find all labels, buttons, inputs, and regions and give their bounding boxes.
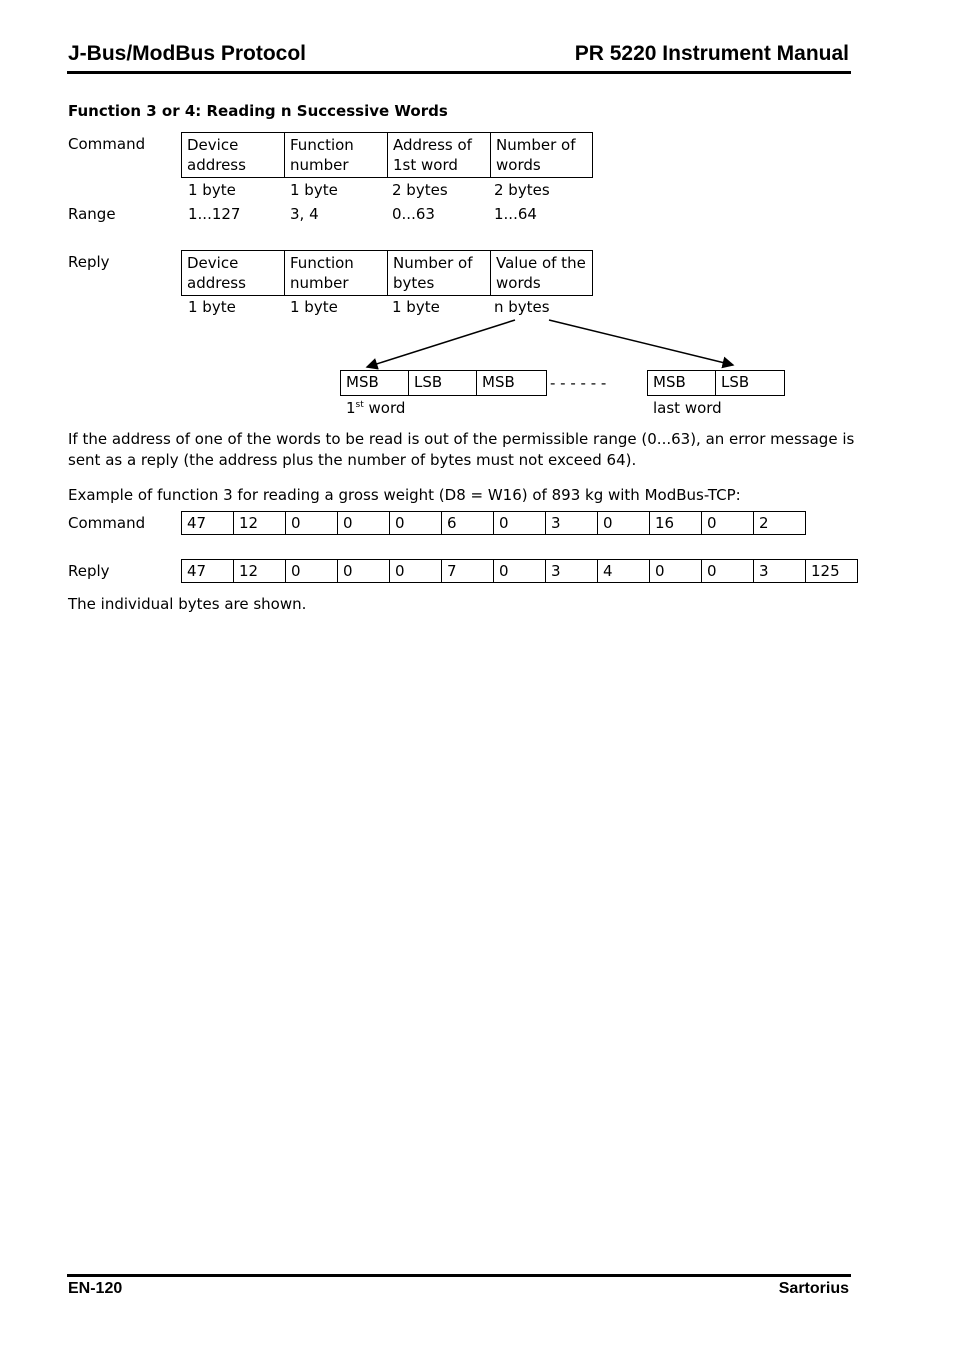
header-left: J-Bus/ModBus Protocol xyxy=(68,42,307,65)
command-field-address-first-word: Address of 1st word xyxy=(388,133,491,178)
byte-cell: 47 xyxy=(182,560,234,583)
section-title: Function 3 or 4: Reading n Successive Words xyxy=(68,102,448,120)
byte-cell: 7 xyxy=(442,560,494,583)
byte-cell: 0 xyxy=(390,560,442,583)
command-field-number-of-words: Number of words xyxy=(491,133,593,178)
byte-cell: 3 xyxy=(754,560,806,583)
reply-size-2: 1 byte xyxy=(392,298,440,316)
first-word-label: 1st word xyxy=(346,399,406,417)
last-word-box xyxy=(647,370,785,396)
byte-cell: 0 xyxy=(286,512,338,535)
byte-cell: 12 xyxy=(234,560,286,583)
command-size-2: 2 bytes xyxy=(392,181,448,199)
byte-cell: 3 xyxy=(546,560,598,583)
byte-cell: 6 xyxy=(442,512,494,535)
command-field-function-number: Function number xyxy=(285,133,388,178)
byte-cell: 0 xyxy=(702,560,754,583)
byte-cell: 16 xyxy=(650,512,702,535)
footer-brand: Sartorius xyxy=(778,1280,849,1297)
page-number: EN-120 xyxy=(68,1280,123,1297)
command-size-1: 1 byte xyxy=(290,181,338,199)
reply-field-function-number: Function number xyxy=(285,251,388,296)
byte-cell: 0 xyxy=(338,560,390,583)
dashes: - - - - - - xyxy=(550,374,607,392)
reply-field-value-of-words: Value of the words xyxy=(491,251,593,296)
reply-size-3: n bytes xyxy=(494,298,550,316)
byte-cell: 0 xyxy=(494,512,546,535)
reply-size-1: 1 byte xyxy=(290,298,338,316)
example-intro: Example of function 3 for reading a gross weight (D8 = W16) of 893 kg with ModBus-TCP: xyxy=(68,486,741,504)
range-value-3: 1...64 xyxy=(494,205,537,223)
range-value-1: 3, 4 xyxy=(290,205,319,223)
example-command-bytes xyxy=(181,511,806,535)
byte-cell: 125 xyxy=(806,560,858,583)
header-right: PR 5220 Instrument Manual xyxy=(574,42,849,65)
arrow-to-last-word xyxy=(549,320,733,365)
reply-field-number-of-bytes: Number of bytes xyxy=(388,251,491,296)
byte-cell: 47 xyxy=(182,512,234,535)
byte-cell: 0 xyxy=(650,560,702,583)
command-field-device-address: Device address xyxy=(182,133,285,178)
example-command-label: Command xyxy=(68,514,146,532)
last-lsb-cell: LSB xyxy=(721,373,750,391)
example-reply-label: Reply xyxy=(68,562,110,580)
reply-label: Reply xyxy=(68,253,110,271)
word-arrows xyxy=(0,0,954,400)
first-msb-cell: MSB xyxy=(341,371,409,395)
command-size-0: 1 byte xyxy=(188,181,236,199)
byte-cell: 12 xyxy=(234,512,286,535)
byte-cell: 0 xyxy=(338,512,390,535)
example-reply-bytes xyxy=(181,559,858,583)
reply-size-0: 1 byte xyxy=(188,298,236,316)
range-value-0: 1...127 xyxy=(188,205,241,223)
byte-cell: 0 xyxy=(286,560,338,583)
byte-cell: 0 xyxy=(494,560,546,583)
first-word-box xyxy=(340,370,547,396)
byte-cell: 0 xyxy=(390,512,442,535)
footer-rule xyxy=(67,1274,851,1277)
last-msb-cell: MSB xyxy=(648,371,716,395)
range-value-2: 0...63 xyxy=(392,205,435,223)
last-word-label: last word xyxy=(653,399,722,417)
closing-text: The individual bytes are shown. xyxy=(68,595,307,613)
command-label: Command xyxy=(68,135,146,153)
arrow-to-first-word xyxy=(367,320,515,367)
byte-cell: 0 xyxy=(702,512,754,535)
byte-cell: 0 xyxy=(598,512,650,535)
second-msb-cell: MSB xyxy=(482,373,515,391)
error-paragraph: If the address of one of the words to be read is out of the permissible range (0...63), an error message is sent as a reply (the address plus the number of bytes must not exceed 64). xyxy=(68,430,855,469)
byte-cell: 4 xyxy=(598,560,650,583)
first-lsb-cell: LSB xyxy=(409,371,477,395)
range-label: Range xyxy=(68,205,116,223)
command-size-3: 2 bytes xyxy=(494,181,550,199)
byte-cell: 2 xyxy=(754,512,806,535)
byte-cell: 3 xyxy=(546,512,598,535)
reply-field-device-address: Device address xyxy=(182,251,285,296)
